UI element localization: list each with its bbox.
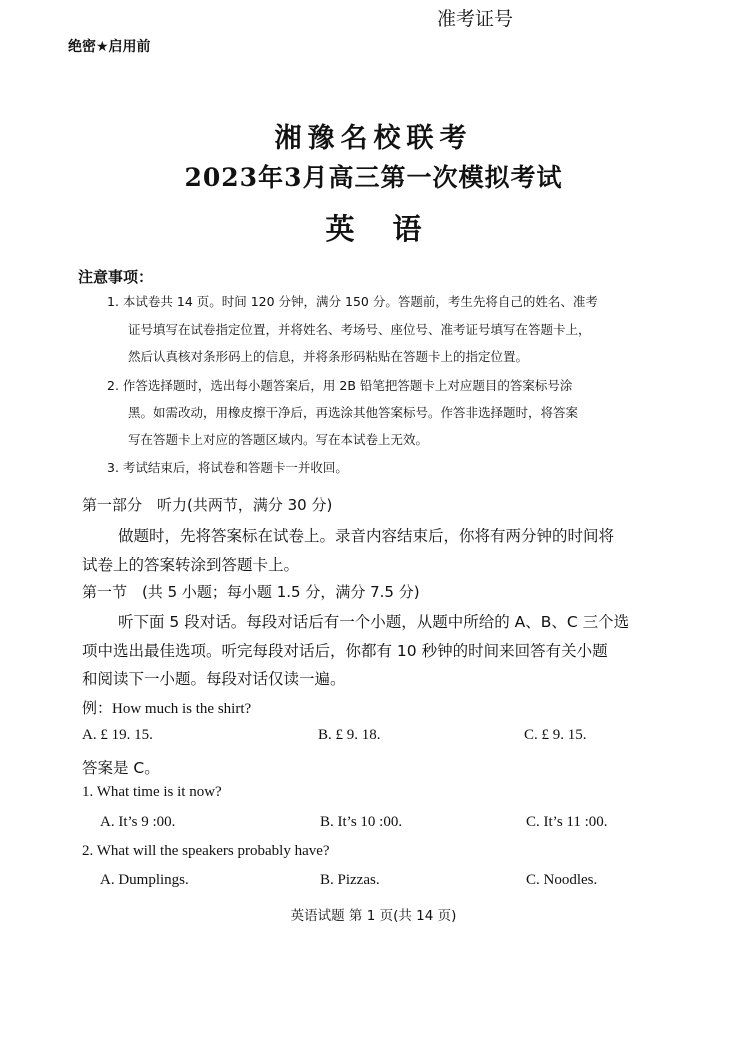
question-1-stem: 1. What time is it now? <box>82 784 222 800</box>
page-footer: 英语试题 第 1 页(共 14 页) <box>290 908 457 924</box>
part1-heading: 第一部分 听力(共两节，满分 30 分) <box>82 496 333 514</box>
question-2-option-c: C. Noodles. <box>526 872 598 888</box>
admission-ticket-label: 准考证号 <box>437 8 514 30</box>
section1-intro: 和阅读下一小题。每段对话仅读一遍。 <box>82 670 346 688</box>
section1-intro: 听下面 5 段对话。每段对话后有一个小题，从题中所给的 A、B、C 三个选 <box>118 613 630 631</box>
subject-title: 英语 <box>325 212 460 246</box>
example-option-c: C. £ 9. 15. <box>524 727 587 743</box>
section1-intro: 项中选出最佳选项。听完每段对话后，你都有 10 秒钟的时间来回答有关小题 <box>82 642 608 660</box>
note-line: 黑。如需改动，用橡皮擦干净后，再选涂其他答案标号。作答非选择题时，将答案 <box>128 405 579 420</box>
question-2-stem: 2. What will the speakers probably have? <box>82 843 330 859</box>
note-line: 写在答题卡上对应的答题区域内。写在本试卷上无效。 <box>128 432 429 447</box>
exam-name-title: 2023年3月高三第一次模拟考试 <box>184 163 563 192</box>
question-2-option-b: B. Pizzas. <box>320 872 380 888</box>
question-1-option-b: B. It’s 10 :00. <box>320 814 403 830</box>
part1-intro: 试卷上的答案转涂到答题卡上。 <box>82 556 300 574</box>
question-2-option-a: A. Dumplings. <box>100 872 189 888</box>
note-line: 1. 本试卷共 14 页。时间 120 分钟，满分 150 分。答题前，考生先将自己的姓名、准考 <box>107 294 598 309</box>
part1-intro: 做题时，先将答案标在试卷上。录音内容结束后，你将有两分钟的时间将 <box>118 527 615 545</box>
exam-org-title: 湘豫名校联考 <box>274 123 473 154</box>
question-1-option-a: A. It’s 9 :00. <box>100 814 176 830</box>
note-line: 2. 作答选择题时，选出每小题答案后，用 2B 铅笔把答题卡上对应题目的答案标号涂 <box>107 378 573 393</box>
note-line: 然后认真核对条形码上的信息，并将条形码粘贴在答题卡上的指定位置。 <box>128 349 529 364</box>
note-line: 证号填写在试卷指定位置，并将姓名、考场号、座位号、准考证号填写在答题卡上， <box>128 322 591 337</box>
confidential-label: 绝密★启用前 <box>68 39 151 55</box>
example-question: 例：How much is the shirt? <box>82 701 252 717</box>
example-option-a: A. £ 19. 15. <box>82 727 153 743</box>
section1-heading: 第一节 (共 5 小题；每小题 1.5 分，满分 7.5 分) <box>82 583 420 601</box>
example-option-b: B. £ 9. 18. <box>318 727 381 743</box>
example-answer: 答案是 C。 <box>82 759 160 777</box>
notes-heading: 注意事项： <box>78 268 154 286</box>
note-line: 3. 考试结束后，将试卷和答题卡一并收回。 <box>107 460 348 475</box>
question-1-option-c: C. It’s 11 :00. <box>526 814 608 830</box>
